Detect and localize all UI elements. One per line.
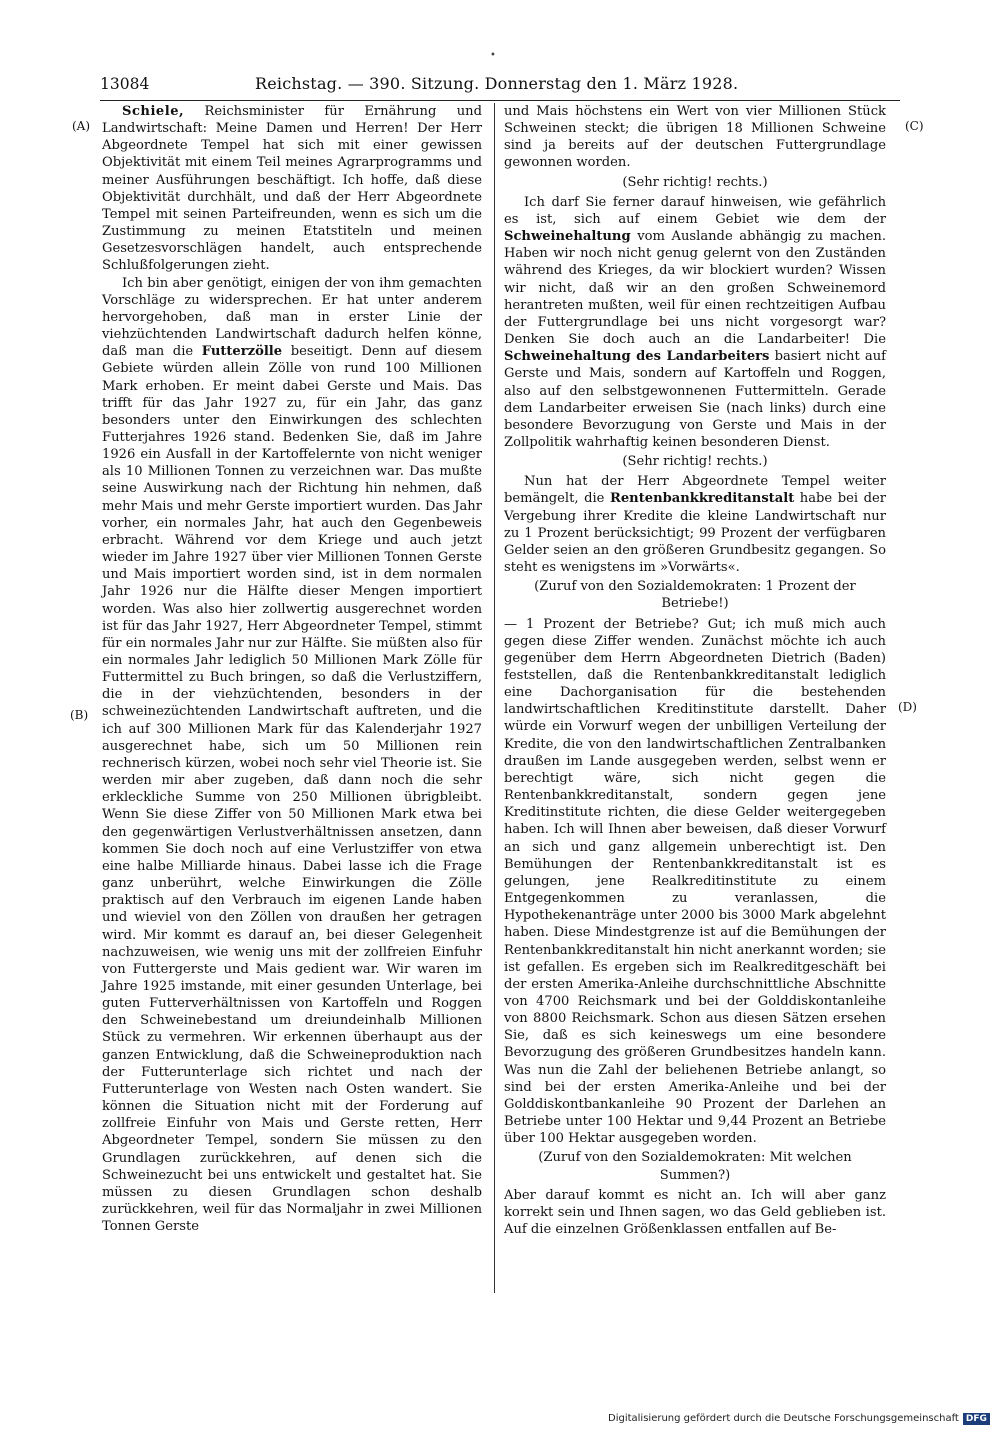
interjection: (Zuruf von den Sozialdemokraten: 1 Prozent der Betriebe!)	[534, 579, 856, 612]
paragraph	[102, 103, 482, 275]
paragraph-text: beseitigt. Denn auf diesem Gebiete würden allein Zölle von rund 100 Millionen Mark erhoben. Er meint dabei Gerste und Mais. Das trifft für das Jahr 1927 zu, für ein Jahr, das ganz besonders unter den Einwirkungen des schlechten Futterjahres 1926 stand. Bedenken Sie, daß im Jahre 1926 ein Ausfall in der Kartoffelernte von nicht weniger als 10 Millionen Tonnen zu verzeichnen war. Das mußte seine Auswirkung nach der Richtung hin nehmen, daß mehr Mais und mehr Gerste importiert wurden. Das Jahr vorher, ein normales Jahr, hat auch den Gegenbeweis erbracht. Während vor dem Kriege und auch jetzt wieder im Jahre 1927 über vier Millionen Tonnen Gerste und Mais importiert worden sind, ist in dem normalen Jahr 1926 nur die Hälfte dieser Mengen importiert worden. Was also hier zollwertig ausgerechnet worden ist für das Jahr 1927, Herr Abgeordneter Tempel, stimmt für ein normales Jahr nur zur Hälfte. Sie müßten also für ein normales Jahr lediglich 50 Millionen Mark Zölle für Futtermittel zu Buch bringen, so daß die Verlustziffern, die in der viehzüchtenden, besonders in der schweinezüchtenden Landwirtschaft auftreten, und die ich auf 300 Millionen Mark für das Kalenderjahr 1927 ausgerechnet habe, sich um 50 Millionen rein rechnerisch kürzen, wobei noch sehr viel Theorie ist. Sie werden mir aber zugeben, daß dann noch die sehr erkleckliche Summe von 250 Millionen übrigbleibt. Wenn Sie diese Ziffer von 50 Millionen Mark etwa bei den gegenwärtigen Verlustverhältnissen ansetzen, dann kommen Sie doch noch auf eine Verlustziffer von etwa eine halbe Milliarde hinaus. Dabei lasse ich die Frage ganz unberührt, welche Einwirkungen die Zölle praktisch auf den Verbrauch im eigenen Lande haben und wieviel von den Zöllen von draußen her getragen wird. Mir kommt es darauf an, bei dieser Gelegenheit nachzuweisen, wie wenig uns mit der zollfreien Einfuhr von Futtergerste und Mais gedient war. Wir waren im Jahre 1925 imstande, mit einer gesunden Unterlage, bei guten Futterverhältnissen von Kartoffeln und Roggen den Schweinebestand um dreiundeinhalb Millionen Stück zu vermehren. Wir erkennen überhaupt aus der ganzen Entwicklung, daß die Schweineproduktion nach der Futterunterlage sich richtet und nach der Futterunterlage von Westen nach Osten wandert. Sie können die Situation nicht mit der Forderung auf zollfreie Einfuhr von Mais und Gerste retten, Herr Abgeordneter Tempel, sondern Sie müssen zu den Grundlagen zurückkehren, auf denen sich die Schweinezucht bei uns entwickelt und gestaltet hat. Sie müssen zu diesen Grundlagen schon deshalb zurückkehren, weil für das Normaljahr in zwei Millionen Tonnen Gerste	[102, 344, 482, 1235]
paragraph	[102, 275, 482, 1236]
emphasis: Futterzölle	[201, 344, 283, 360]
page-dot: •	[490, 50, 496, 61]
paragraph: — 1 Prozent der Betriebe? Gut; ich muß mich auch gegen diese Ziffer wenden. Zunächst möchte ich auch gegenüber dem Herrn Abgeordneten Dietrich (Baden) feststellen, daß die Rentenbankkreditanstalt lediglich eine Dachorganisation für die bestehenden landwirtschaftlichen Kreditinstitute darstellt. Daher würde ein Vorwurf wegen der unbilligen Verteilung der Kredite, die von den landwirtschaftlichen Zentralbanken draußen im Lande ausgegeben werden, selbst wenn er berechtigt wäre, sich nicht gegen die Rentenbankkreditanstalt, sondern gegen jene Kreditinstitute richten, die diese Gelder weitergegeben haben. Ich will Ihnen aber beweisen, daß dieser Vorwurf an sich und ganz allgemein unberechtigt ist. Den Bemühungen der Rentenbankkreditanstalt ist es gelungen, jene Realkreditinstitute zu einem Entgegenkommen zu veranlassen, die Hypothekenanträge unter 2000 bis 3000 Mark abgelehnt haben. Diese Mindestgrenze ist auf die Bemühungen der Rentenbankkreditanstalt hin nicht anerkannt worden; sie ist gefallen. Es ergeben sich im Realkreditgeschäft bei der ersten Amerika-Anleihe durchschnittliche Abschnitte von 4700 Reichsmark und bei der Golddiskontanleihe von 8800 Reichsmark. Schon aus diesen Sätzen ersehen Sie, daß es sich keineswegs um eine besondere Bevorzugung des größeren Grundbesitzes handeln kann. Was nun die Zahl der beliehenen Betriebe anlangt, so sind bei der ersten Amerika-Anleihe und bei der Golddiskontbankanleihe 90 Prozent der Darlehen an Betriebe unter 100 Hektar und 9,44 Prozent an Betriebe über 100 Hektar ausgegeben worden.	[504, 616, 886, 1147]
paragraph-text: Nun hat der Herr Abgeordnete Tempel weiter bemängelt, die	[504, 474, 886, 507]
paragraph-text: habe bei der Vergebung ihrer Kredite die kleine Landwirtschaft nur zu 1 Prozent berücksichtigt; 99 Prozent der verfügbaren Gelder seien an den größeren Grundbesitz gegangen. So steht es wenigstens im »Vorwärts«.	[504, 491, 886, 576]
emphasis: Schweinehaltung des Landarbeiters	[504, 349, 770, 365]
interjection: (Sehr richtig! rechts.)	[622, 174, 768, 190]
margin-marker-a: (A)	[72, 119, 91, 133]
emphasis: Schweinehaltung	[504, 229, 631, 245]
left-column	[102, 103, 482, 1235]
margin-marker-d: (D)	[898, 700, 917, 714]
margin-marker-c: (C)	[905, 119, 924, 133]
digitization-footer	[608, 1413, 990, 1425]
emphasis: Rentenbankkreditanstalt	[609, 491, 795, 507]
paragraph	[504, 473, 886, 576]
paragraph-text: Ich darf Sie ferner darauf hinweisen, wie gefährlich es ist, sich auf einem Gebiet wie dem der	[504, 194, 886, 227]
column-divider	[494, 103, 495, 1293]
paragraph: Aber darauf kommt es nicht an. Ich will aber ganz korrekt sein und Ihnen sagen, wo das Geld geblieben ist. Auf die einzelnen Größenklassen entfallen auf Be-	[504, 1187, 886, 1237]
page-number: 13084	[100, 75, 150, 93]
paragraph-text: Ich bin aber genötigt, einigen der von ihm gemachten Vorschläge zu widersprechen. Er hat unter anderem hervorgehoben, daß man in erster Linie der viehzüchtenden Landwirtschaft dadurch helfen könne, daß man die	[102, 275, 482, 360]
footer-text: Digitalisierung gefördert durch die Deutsche Forschungsgemeinschaft	[608, 1413, 959, 1424]
header-rule	[100, 100, 900, 101]
running-head: Reichstag. — 390. Sitzung. Donnerstag den 1. März 1928.	[255, 74, 739, 93]
dfg-logo: DFG	[963, 1413, 990, 1425]
right-column	[504, 103, 886, 1238]
interjection: (Zuruf von den Sozialdemokraten: Mit welchen Summen?)	[538, 1150, 852, 1183]
speaker-name: Schiele,	[122, 104, 185, 119]
page-header	[100, 70, 900, 98]
paragraph-text: basiert nicht auf Gerste und Mais, sondern auf Kartoffeln und Roggen, also auf den selbstgewonnenen Futtermitteln. Gerade dem Landarbeiter erweisen Sie (nach links) durch eine besondere Bevorzugung von Gerste und Mais in der Zollpolitik wahrhaftig keinen besonderen Dienst.	[504, 349, 886, 450]
paragraph	[504, 194, 886, 451]
margin-marker-b: (B)	[70, 708, 89, 722]
interjection: (Sehr richtig! rechts.)	[622, 454, 768, 470]
paragraph: und Mais höchstens ein Wert von vier Millionen Stück Schweinen steckt; die übrigen 18 Millionen Schweine sind ja bereits auf der deutschen Futtergrundlage gewonnen worden.	[504, 104, 886, 171]
paragraph-text: vom Auslande abhängig zu machen. Haben wir noch nicht genug gelernt von den Zuständen während des Krieges, da wir blockiert wurden? Wissen wir nicht, daß wir an den großen Schweinemord herantreten mußten, weil für einen rechtzeitigen Aufbau der Futtergrundlage bei uns nicht vorgesorgt war? Denken Sie doch auch an die Landarbeiter! Die	[504, 229, 886, 348]
paragraph-text: Reichsminister für Ernährung und Landwirtschaft: Meine Damen und Herren! Der Herr Abgeordnete Tempel hat sich mit einer gewissen Objektivität mit einem Teil meines Agrarprogramms und meiner Ausführungen beschäftigt. Ich hoffe, daß diese Objektivität durchhält, und daß der Herr Abgeordnete Tempel mit seinen Parteifreunden, wenn es sich um die Zustimmung zu meinen Etatstiteln und meinen Gesetzesvorschlägen handelt, auch entsprechende Schlußfolgerungen zieht.	[102, 104, 482, 274]
